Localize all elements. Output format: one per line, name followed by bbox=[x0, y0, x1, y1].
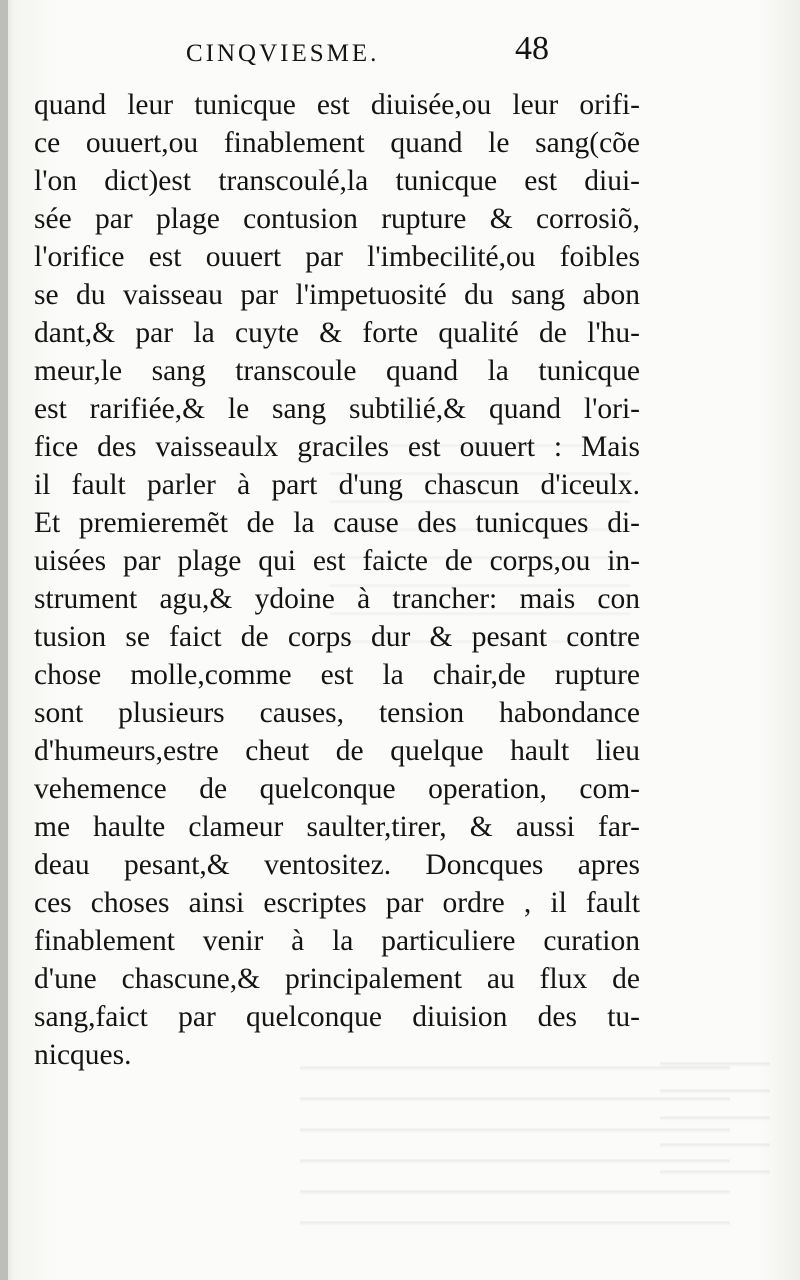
text-line-last: nicques. bbox=[34, 1039, 132, 1071]
show-through-margin bbox=[660, 1040, 770, 1190]
text-line: finablement venir à la particuliere curation bbox=[34, 925, 640, 957]
text-line: ce ouuert,ou finablement quand le sang(cõe bbox=[34, 127, 640, 159]
text-line: chose molle,comme est la chair,de rupture bbox=[34, 659, 640, 691]
text-line: il fault parler à part d'ung chascun d'iceulx. bbox=[34, 469, 640, 501]
text-line: dant,& par la cuyte & forte qualité de l'hu- bbox=[34, 317, 640, 349]
text-line: sée par plage contusion rupture & corrosiõ, bbox=[34, 203, 640, 235]
text-line: ces choses ainsi escriptes par ordre , il fault bbox=[34, 887, 640, 919]
text-line: l'on dict)est transcoulé,la tunicque est diui- bbox=[34, 165, 640, 197]
page-header bbox=[0, 30, 800, 80]
text-line: deau pesant,& ventositez. Doncques apres bbox=[34, 849, 640, 881]
body-text bbox=[34, 86, 640, 1074]
text-line: uisées par plage qui est faicte de corps,ou in- bbox=[34, 545, 640, 577]
text-line: Et premieremẽt de la cause des tunicques di- bbox=[34, 507, 640, 539]
text-line: fice des vaisseaulx graciles est ouuert : Mais bbox=[34, 431, 640, 463]
text-line: sont plusieurs causes, tension habondance bbox=[34, 697, 640, 729]
running-head: CINQVIESME. bbox=[186, 40, 380, 67]
text-line: quand leur tunicque est diuisée,ou leur orifi- bbox=[34, 89, 640, 121]
text-line: sang,faict par quelconque diuision des tu- bbox=[34, 1001, 640, 1033]
text-line: d'une chascune,& principalement au flux de bbox=[34, 963, 640, 995]
text-line: tusion se faict de corps dur & pesant contre bbox=[34, 621, 640, 653]
text-line: est rarifiée,& le sang subtilié,& quand l'ori- bbox=[34, 393, 640, 425]
text-line: strument agu,& ydoine à trancher: mais con bbox=[34, 583, 640, 615]
text-line: meur,le sang transcoule quand la tunicque bbox=[34, 355, 640, 387]
text-line: l'orifice est ouuert par l'imbecilité,ou foibles bbox=[34, 241, 640, 273]
page-gutter-edge bbox=[0, 0, 8, 1280]
text-line: me haulte clameur saulter,tirer, & aussi far- bbox=[34, 811, 640, 843]
text-line: d'humeurs,estre cheut de quelque hault lieu bbox=[34, 735, 640, 767]
text-line: vehemence de quelconque operation, com- bbox=[34, 773, 640, 805]
page-number: 48 bbox=[515, 30, 549, 67]
text-line: se du vaisseau par l'impetuosité du sang abon bbox=[34, 279, 640, 311]
